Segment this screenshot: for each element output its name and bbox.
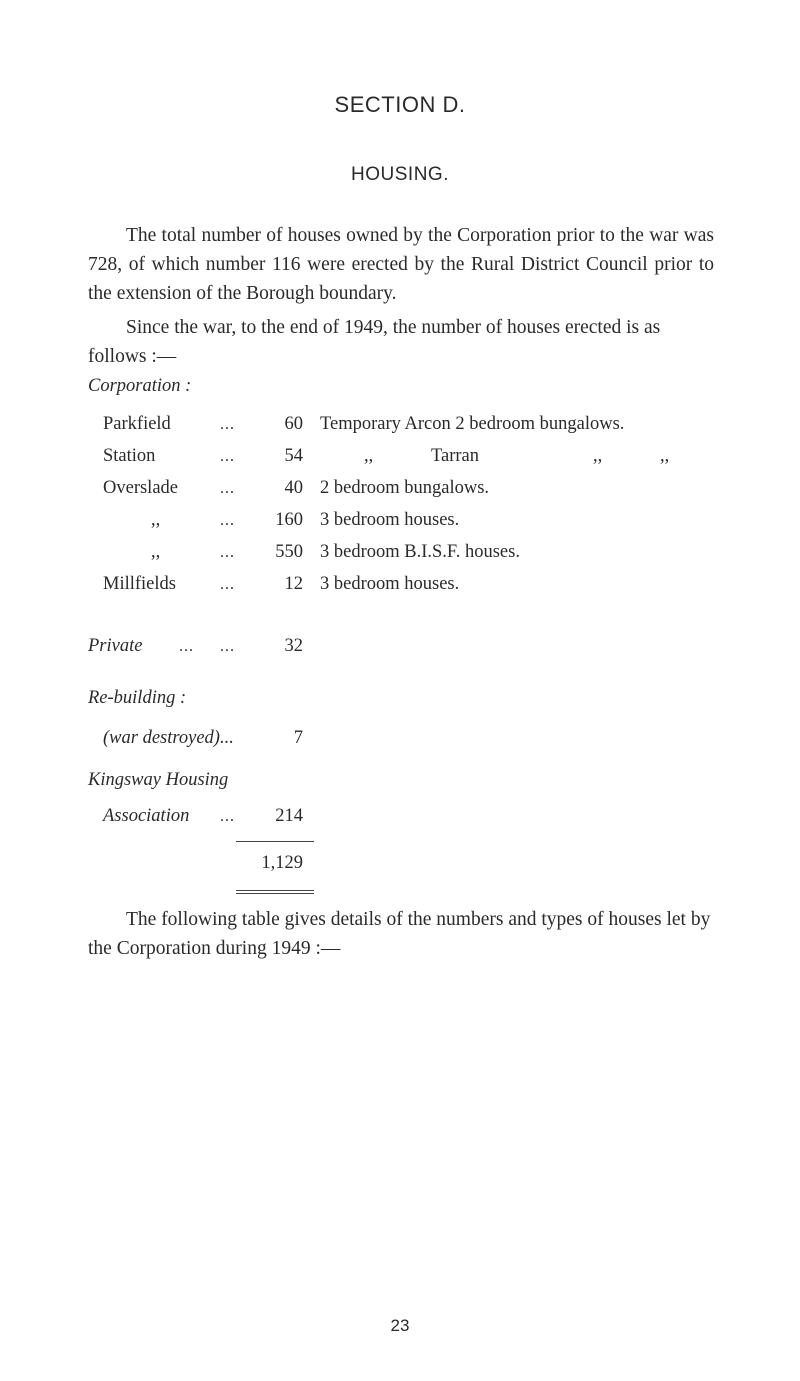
leader-dots: ...: [220, 808, 235, 825]
double-rule-top: [236, 890, 314, 891]
row-count: 12: [284, 574, 303, 594]
row-name: Overslade: [103, 478, 178, 498]
row-name: Parkfield: [103, 414, 171, 434]
row-description: 3 bedroom houses.: [320, 574, 460, 594]
rebuilding-label: (war destroyed)...: [103, 728, 234, 748]
row-count: 550: [275, 542, 303, 562]
leader-dots: ...: [220, 512, 235, 529]
private-count: 32: [284, 636, 303, 656]
row-count: 60: [284, 414, 303, 434]
row-count: 40: [284, 478, 303, 498]
leader-dots: ...: [220, 638, 235, 655]
row-name: Millfields: [103, 574, 176, 594]
page-title: HOUSING.: [351, 164, 449, 185]
double-rule-bottom: [236, 893, 314, 894]
rebuilding-count: 7: [293, 728, 303, 748]
ditto-mark: ,,: [364, 446, 374, 466]
paragraph-table-intro: The following table gives details of the numbers and types of houses let by the Corporation during 1949 :—: [88, 909, 711, 959]
ditto-mark: ,,: [660, 446, 670, 466]
total-rule: [236, 841, 314, 842]
row-description: Temporary Arcon 2 bedroom bungalows.: [320, 414, 625, 434]
paragraph-prewar: The total number of houses owned by the Corporation prior to the war was 728, of which number 116 were erected by the Rural District Council prior to the extension of the Borough boundary.: [88, 225, 714, 304]
ditto-mark: ,,: [151, 510, 161, 530]
leader-dots: ...: [220, 416, 235, 433]
leader-dots: ...: [179, 638, 194, 655]
private-label: Private: [88, 636, 143, 656]
ditto-mark: ,,: [593, 446, 603, 466]
kingsway-label-line2: Association: [103, 806, 190, 826]
row-description: 3 bedroom B.I.S.F. houses.: [320, 542, 520, 562]
row-description: Tarran: [431, 446, 480, 466]
kingsway-count: 214: [275, 806, 303, 826]
total-count: 1,129: [261, 853, 303, 873]
paragraph-postwar: Since the war, to the end of 1949, the number of houses erected is as follows :—: [88, 317, 661, 367]
leader-dots: ...: [220, 448, 235, 465]
kingsway-label-line1: Kingsway Housing: [88, 770, 229, 790]
leader-dots: ...: [220, 576, 235, 593]
row-description: 2 bedroom bungalows.: [320, 478, 490, 498]
row-count: 54: [284, 446, 303, 466]
section-title: SECTION D.: [334, 92, 466, 117]
page-number: 23: [390, 1316, 410, 1335]
row-count: 160: [275, 510, 303, 530]
leader-dots: ...: [220, 544, 235, 561]
corporation-heading: Corporation :: [88, 376, 192, 396]
row-name: Station: [103, 446, 156, 466]
rebuilding-heading: Re-building :: [88, 688, 187, 708]
row-description: 3 bedroom houses.: [320, 510, 460, 530]
ditto-mark: ,,: [151, 542, 161, 562]
leader-dots: ...: [220, 480, 235, 497]
